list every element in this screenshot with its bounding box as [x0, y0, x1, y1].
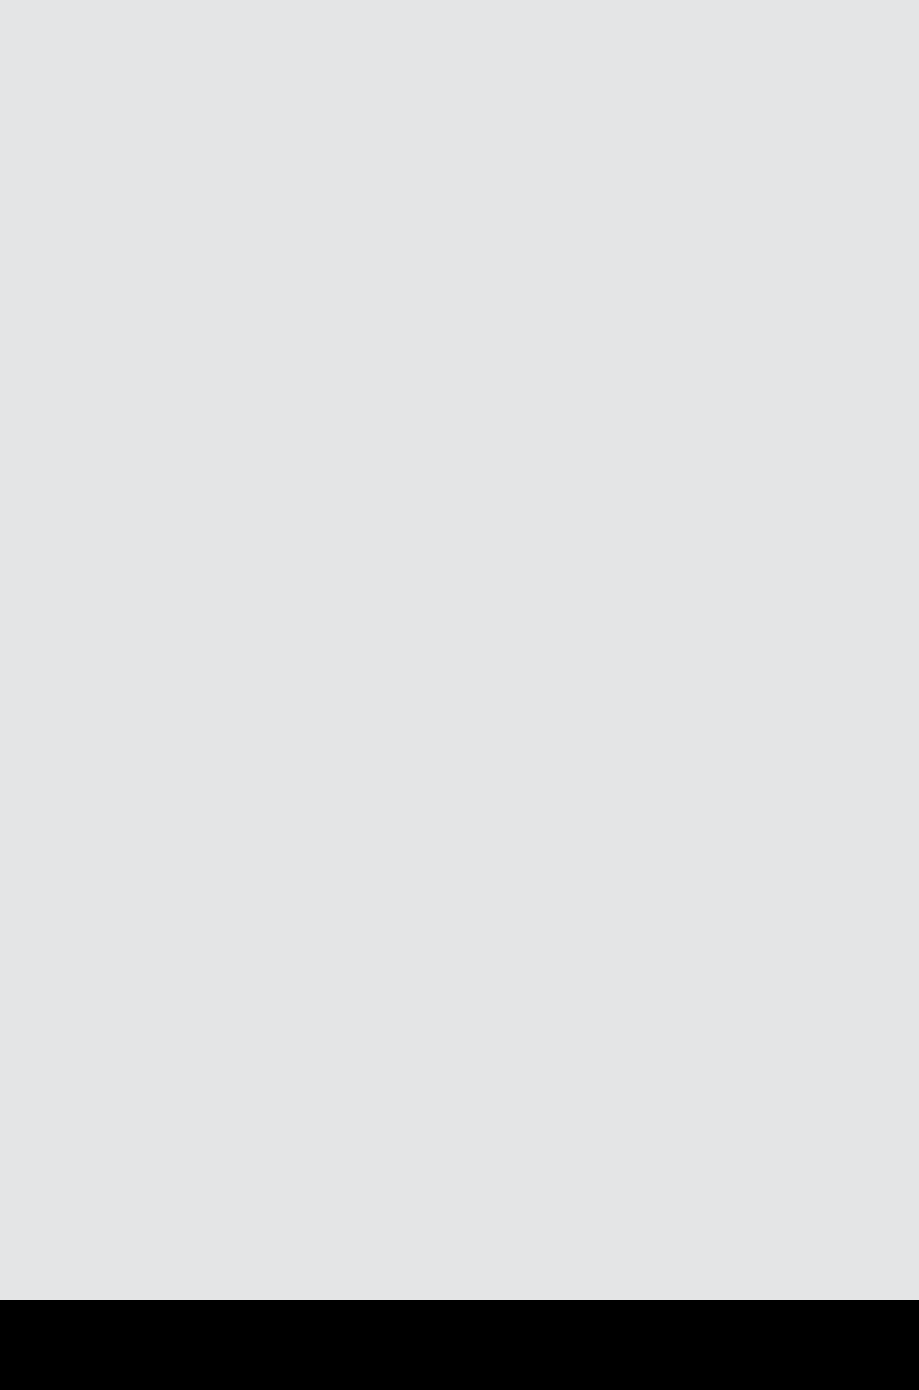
stock-footer-bar — [0, 1300, 919, 1390]
text-block-large — [255, 184, 730, 186]
